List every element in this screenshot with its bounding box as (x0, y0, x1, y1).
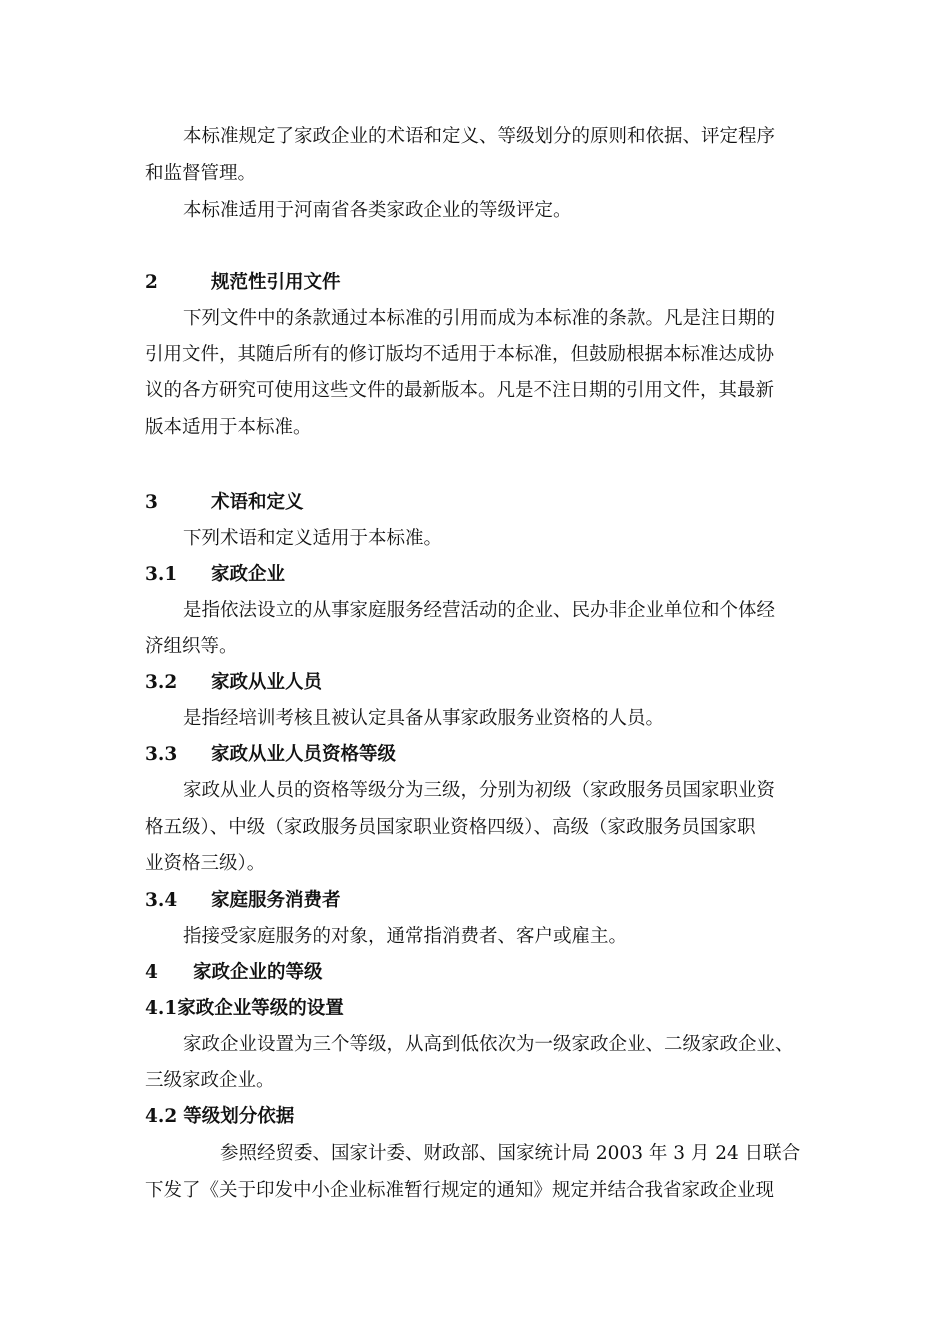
subsection-3-1-line-1: 是指依法设立的从事家庭服务经营活动的企业、民办非企业单位和个体经 (183, 600, 776, 621)
section-3-intro: 下列术语和定义适用于本标准。 (183, 528, 443, 549)
section-title: 家政企业的等级 (193, 962, 323, 983)
section-2-line-1: 下列文件中的条款通过本标准的引用而成为本标准的条款。凡是注日期的 (183, 308, 776, 329)
subsection-4-1-line-2: 三级家政企业。 (145, 1070, 275, 1091)
subsection-4-2-heading (145, 1105, 810, 1129)
subsection-3-3-line-3: 业资格三级）。 (145, 853, 266, 874)
subsection-number: 3.1 (145, 564, 178, 585)
subsection-4-2-line-2: 下发了《关于印发中小企业标准暂行规定的通知》规定并结合我省家政企业现 (145, 1180, 775, 1201)
subsection-4-1-heading (145, 997, 810, 1021)
subsection-3-3-line-2: 格五级）、中级（家政服务员国家职业资格四级）、高级（家政服务员国家职 (145, 817, 756, 838)
subsection-title: 家政企业 (211, 564, 286, 585)
subsection-title: 等级划分依据 (183, 1106, 295, 1127)
subsection-title: 家政从业人员 (211, 672, 323, 693)
section-3-heading (145, 491, 810, 515)
subsection-number: 3.2 (145, 672, 178, 693)
section-2-line-2: 引用文件，其随后所有的修订版均不适用于本标准，但鼓励根据本标准达成协 (145, 344, 775, 365)
subsection-number: 3.4 (145, 890, 178, 911)
scope-paragraph-1-line-2: 和监督管理。 (145, 163, 257, 184)
section-number: 2 (145, 272, 158, 293)
subsection-3-4-heading (145, 889, 810, 913)
subsection-3-3-line-1: 家政从业人员的资格等级分为三级，分别为初级（家政服务员国家职业资 (183, 780, 776, 801)
subsection-number: 4.2 (145, 1106, 178, 1127)
subsection-4-2-line-1: 参照经贸委、国家计委、财政部、国家统计局 2003 年 3 月 24 日联合 (220, 1143, 801, 1164)
subsection-title: 家政从业人员资格等级 (211, 744, 397, 765)
section-title: 规范性引用文件 (211, 272, 341, 293)
subsection-3-2-line-1: 是指经培训考核且被认定具备从事家政服务业资格的人员。 (183, 708, 665, 729)
section-2-line-4: 版本适用于本标准。 (145, 417, 312, 438)
section-title: 术语和定义 (211, 492, 304, 513)
section-number: 4 (145, 962, 158, 983)
subsection-3-1-heading (145, 563, 810, 587)
subsection-number: 3.3 (145, 744, 178, 765)
section-number: 3 (145, 492, 158, 513)
section-2-heading (145, 271, 810, 295)
scope-paragraph-1-line-1: 本标准规定了家政企业的术语和定义、等级划分的原则和依据、评定程序 (183, 126, 776, 147)
subsection-title: 家政企业等级的设置 (177, 998, 344, 1019)
subsection-title: 家庭服务消费者 (211, 890, 341, 911)
section-4-heading (145, 961, 810, 985)
subsection-number: 4.1 (145, 998, 178, 1019)
scope-paragraph-2: 本标准适用于河南省各类家政企业的等级评定。 (183, 200, 572, 221)
subsection-3-3-heading (145, 743, 810, 767)
subsection-3-4-line-1: 指接受家庭服务的对象，通常指消费者、客户或雇主。 (183, 926, 628, 947)
section-2-line-3: 议的各方研究可使用这些文件的最新版本。凡是不注日期的引用文件，其最新 (145, 380, 775, 401)
subsection-3-2-heading (145, 671, 810, 695)
subsection-3-1-line-2: 济组织等。 (145, 636, 238, 657)
subsection-4-1-line-1: 家政企业设置为三个等级，从高到低依次为一级家政企业、二级家政企业、 (183, 1034, 794, 1055)
